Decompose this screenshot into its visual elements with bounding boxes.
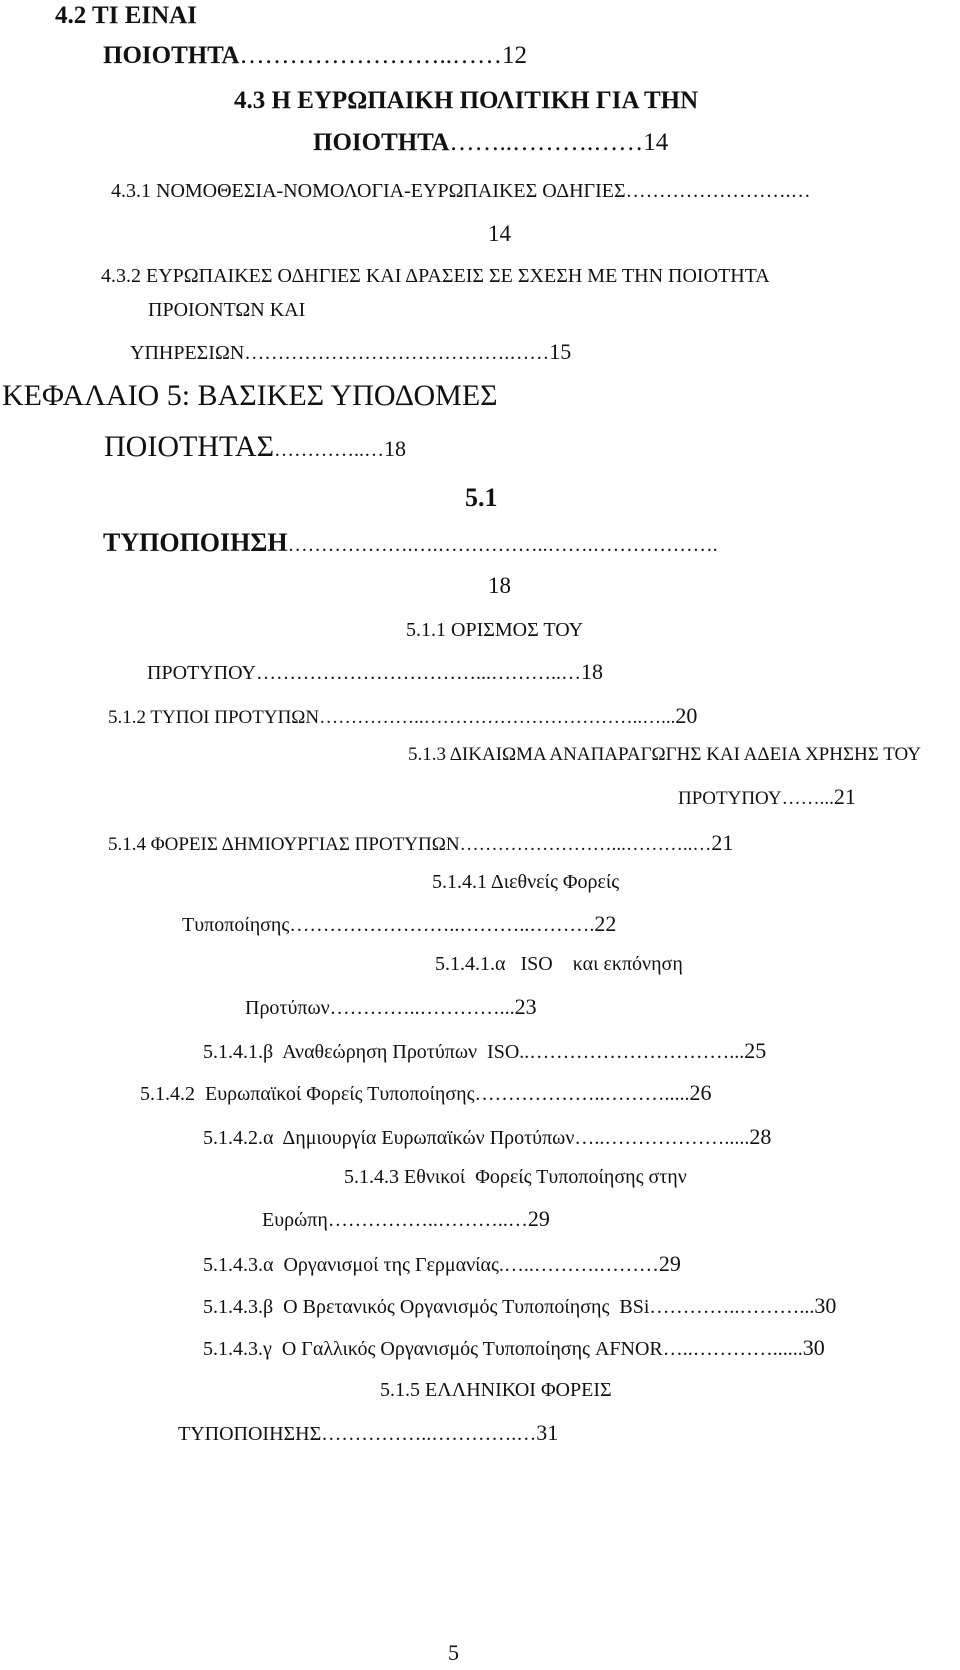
toc-entry-title: 5.1 xyxy=(465,483,498,512)
toc-leader: ……………..………….… xyxy=(321,1423,537,1445)
toc-leader: ……………………..…… xyxy=(239,42,502,69)
toc-entry-title: Τυποποίησης xyxy=(182,914,290,936)
toc-entry-title: 5.1.4.3.γ Ο Γαλλικός Οργανισμός Τυποποίησης AFNOR xyxy=(203,1338,663,1360)
toc-entry-title: ΠΡΟΤΥΠΟΥ xyxy=(678,788,782,809)
toc-leader: …..………………..... xyxy=(574,1127,750,1149)
toc-leader: .…..……….……… xyxy=(498,1254,659,1276)
toc-entry-title: ΠΟΙΟΤΗΤΑ xyxy=(313,129,450,156)
toc-entry-title: Προτύπων xyxy=(245,997,330,1019)
toc-leader: ……………..………..… xyxy=(327,1209,528,1231)
toc-page-number: 21 xyxy=(833,784,856,809)
toc-page-number: 29 xyxy=(658,1251,681,1276)
toc-page-number: 25 xyxy=(744,1038,767,1063)
toc-entry xyxy=(103,43,527,68)
toc-entry xyxy=(178,1422,558,1444)
toc-entry-title: 4.3 Η ΕΥΡΩΠΑΙΚΗ ΠΟΛΙΤΙΚΗ ΓΙΑ ΤΗΝ xyxy=(234,87,699,114)
toc-entry-title: 5.1.4.3.β Ο Βρετανικός Οργανισμός Τυποποίησης BSi xyxy=(203,1296,650,1318)
toc-page-number: 18 xyxy=(488,573,511,598)
toc-entry-title: 5.1.4.3.α Οργανισμοί της Γερμανίας xyxy=(203,1254,499,1276)
toc-page-number: 22 xyxy=(594,911,617,936)
toc-page-number: 30 xyxy=(802,1335,825,1360)
toc-entry-title: 5.1.1 ΟΡΙΣΜΟΣ ΤΟΥ xyxy=(406,619,584,641)
toc-entry xyxy=(234,88,698,113)
toc-entry xyxy=(104,432,406,462)
toc-entry xyxy=(101,266,770,286)
toc-entry xyxy=(678,786,856,808)
toc-entry-title: Ευρώπη xyxy=(262,1209,328,1231)
toc-entry xyxy=(203,1253,681,1275)
toc-page-number: 15 xyxy=(549,339,572,364)
toc-entry-title: ΤΥΠΟΠΟΙΗΣΗΣ xyxy=(178,1423,322,1445)
toc-entry-title: 4.3.2 ΕΥΡΩΠΑΙΚΕΣ ΟΔΗΓΙΕΣ ΚΑΙ ΔΡΑΣΕΙΣ ΣΕ ΣΧΕΣΗ ΜΕ ΤΗΝ ΠΟΙΟΤΗΤΑ xyxy=(101,265,770,287)
toc-entry xyxy=(103,530,718,556)
toc-entry-title: 5.1.4.1.α ISO και εκπόνηση xyxy=(435,953,683,975)
toc-entry xyxy=(432,872,619,892)
toc-entry-title: 5.1.4.2 Ευρωπαϊκοί Φορείς Τυποποίησης xyxy=(140,1083,475,1105)
toc-entry xyxy=(344,1167,687,1187)
toc-entry xyxy=(262,1208,550,1230)
toc-entry-title: 5.1.5 ΕΛΛΗΝΙΚΟΙ ΦΟΡΕΙΣ xyxy=(380,1379,612,1401)
toc-page-number: 18 xyxy=(581,659,604,684)
toc-leader: ……………………………...………..… xyxy=(256,662,582,684)
toc-entry xyxy=(435,954,683,974)
toc-entry xyxy=(108,705,697,727)
toc-leader: ………………..………..... xyxy=(474,1083,690,1105)
page-number: 5 xyxy=(448,1640,459,1665)
toc-page-number: 18 xyxy=(384,436,407,461)
toc-leader: ……………..……………………………..…... xyxy=(319,707,676,728)
toc-entry-title: ΠΟΙΟΤΗΤΑ xyxy=(103,42,240,69)
toc-chapter-title: ΠΟΙΟΤΗΤΑΣ xyxy=(104,430,275,463)
toc-page-number: 23 xyxy=(514,994,537,1019)
toc-page-number: 28 xyxy=(749,1124,772,1149)
toc-entry xyxy=(55,3,197,28)
toc-leader: …..…………...... xyxy=(662,1338,803,1360)
toc-leader: ……………….….……………..…….………………. xyxy=(287,534,718,556)
toc-entry xyxy=(203,1337,825,1359)
toc-entry-title: 5.1.4.1 Διεθνείς Φορείς xyxy=(432,871,620,893)
toc-entry-title: 4.2 ΤΙ ΕΙΝΑΙ xyxy=(55,2,197,29)
toc-entry xyxy=(380,1380,612,1400)
toc-page-number: 29 xyxy=(527,1206,550,1231)
toc-leader: …………..…………... xyxy=(329,997,515,1019)
toc-leader: ..…………………………... xyxy=(519,1041,745,1063)
toc-entry xyxy=(313,130,668,155)
toc-entry-title: ΤΥΠΟΠΟΙΗΣΗ xyxy=(103,528,288,557)
toc-leader: ………………………………….…… xyxy=(244,342,550,364)
toc-entry xyxy=(465,485,498,511)
toc-leader: ……... xyxy=(781,788,834,809)
toc-leader: …………..… xyxy=(274,439,385,461)
toc-entry-title: ΠΡΟΙΟΝΤΩΝ ΚΑΙ xyxy=(148,299,306,321)
toc-page-number: 14 xyxy=(643,129,669,156)
toc-page-number: 14 xyxy=(488,221,511,246)
toc-entry-title: 5.1.4.3 Εθνικοί Φορείς Τυποποίησης στην xyxy=(344,1166,687,1188)
toc-page-number: 31 xyxy=(536,1420,559,1445)
toc-leader: …………..………... xyxy=(649,1296,815,1318)
toc-leader: ……..……….…… xyxy=(449,129,644,156)
toc-entry-title: 5.1.3 ΔΙΚΑΙΩΜΑ ΑΝΑΠΑΡΑΓΩΓΗΣ ΚΑΙ ΑΔΕΙΑ ΧΡΗΣΗΣ ΤΟΥ xyxy=(408,744,921,765)
toc-entry xyxy=(203,1126,771,1148)
toc-entry xyxy=(2,381,498,411)
toc-page-number: 21 xyxy=(711,830,734,855)
toc-page-number: 26 xyxy=(689,1080,712,1105)
toc-entry xyxy=(406,620,583,640)
toc-entry-title: 4.3.1 ΝΟΜΟΘΕΣΙΑ-ΝΟΜΟΛΟΓΙΑ-ΕΥΡΩΠΑΙΚΕΣ ΟΔΗΓΙΕΣ xyxy=(111,180,626,202)
toc-entry-title: 5.1.2 ΤΥΠΟΙ ΠΡΟΤΥΠΩΝ xyxy=(108,707,320,728)
toc-entry xyxy=(182,913,616,935)
toc-entry xyxy=(130,341,571,363)
toc-entry-title: ΥΠΗΡΕΣΙΩΝ xyxy=(130,342,245,364)
toc-page-number: 12 xyxy=(502,42,527,69)
toc-entry-title: ΠΡΟΤΥΠΟΥ xyxy=(147,662,257,684)
toc-entry xyxy=(203,1295,836,1317)
toc-entry xyxy=(147,661,603,683)
toc-entry xyxy=(111,181,811,201)
toc-entry xyxy=(140,1082,712,1104)
toc-leader: ……………………...………..… xyxy=(459,834,712,855)
toc-entry xyxy=(108,832,733,854)
toc-entry-title: 5.1.4.1.β Αναθεώρηση Προτύπων ISO xyxy=(203,1041,520,1063)
toc-entry xyxy=(488,222,511,245)
toc-entry xyxy=(148,300,305,320)
toc-entry xyxy=(488,574,511,597)
toc-chapter-title: ΚΕΦΑΛΑΙΟ 5: ΒΑΣΙΚΕΣ ΥΠΟΔΟΜΕΣ xyxy=(2,379,498,412)
toc-entry-title: 5.1.4 ΦΟΡΕΙΣ ΔΗΜΙΟΥΡΓΙΑΣ ΠΡΟΤΥΠΩΝ xyxy=(108,834,460,855)
toc-page-number: 30 xyxy=(814,1293,837,1318)
toc-leader: …………………….… xyxy=(625,180,811,202)
toc-entry xyxy=(408,745,921,764)
toc-page-number: 20 xyxy=(675,703,698,728)
toc-entry xyxy=(245,996,537,1018)
toc-leader: ……………………..………..………. xyxy=(289,914,595,936)
toc-entry xyxy=(203,1040,766,1062)
toc-entry-title: 5.1.4.2.α Δημιουργία Ευρωπαϊκών Προτύπων xyxy=(203,1127,575,1149)
